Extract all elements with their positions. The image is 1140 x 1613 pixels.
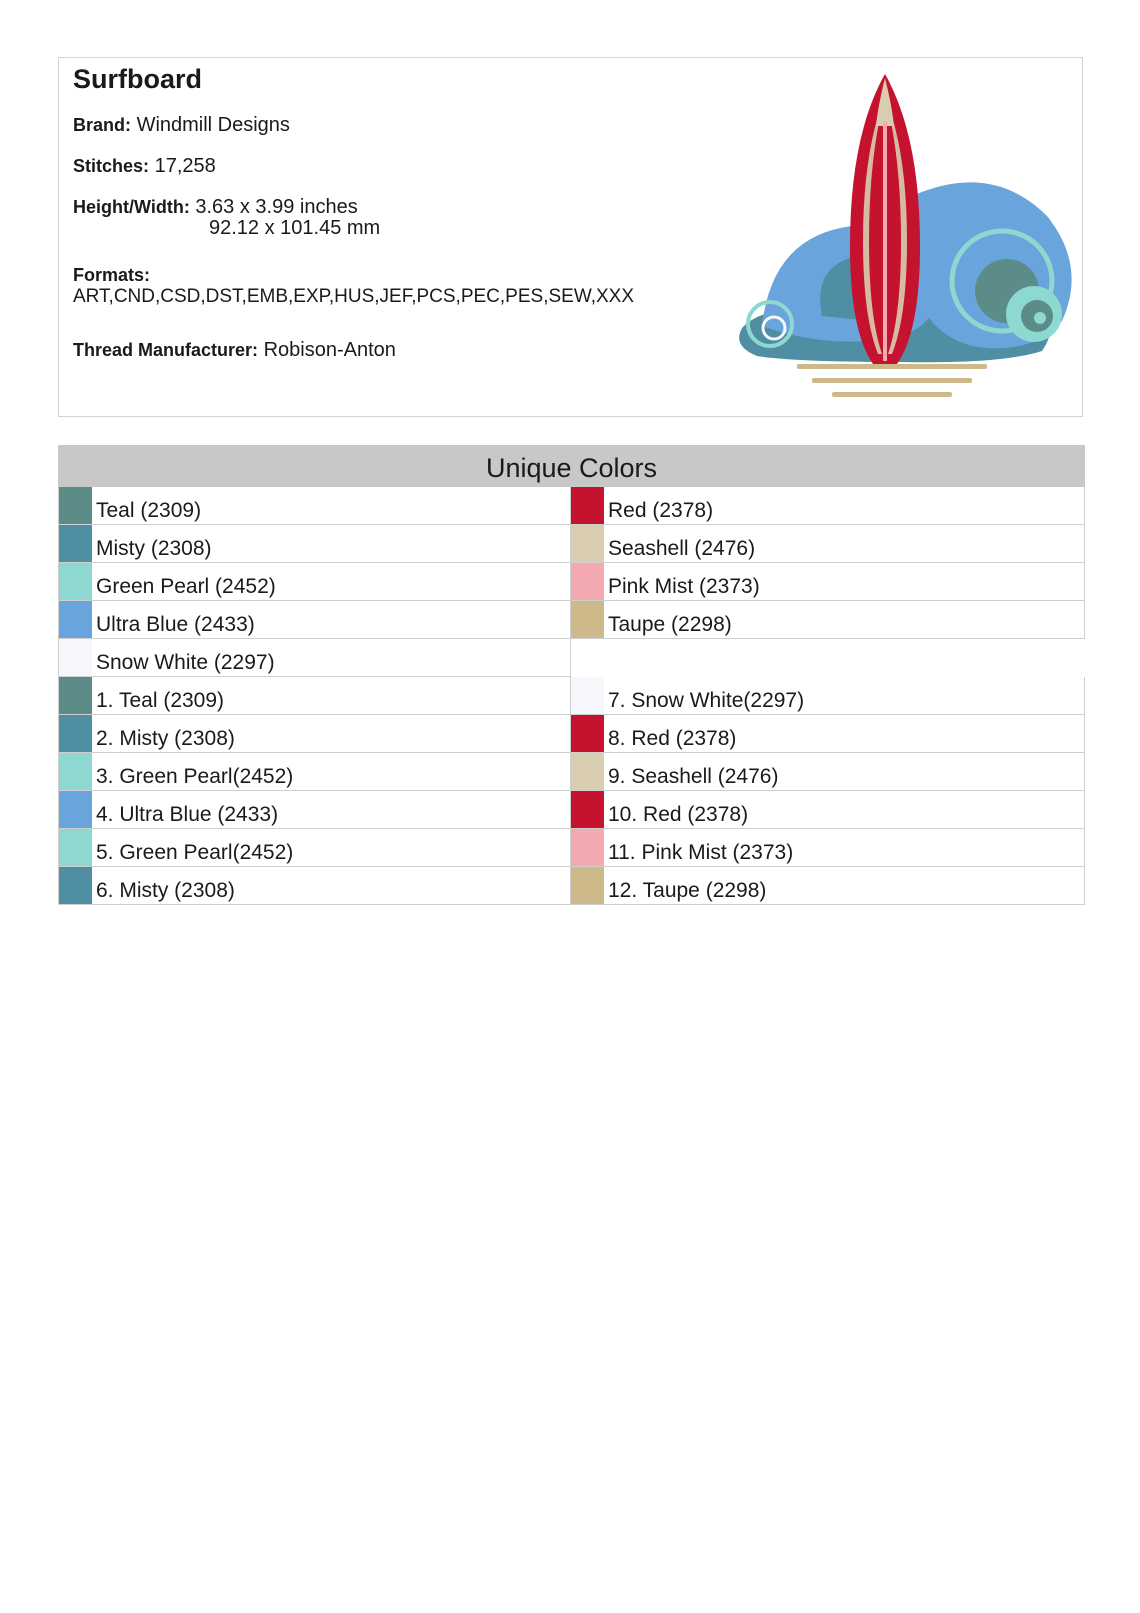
color-swatch (571, 677, 604, 714)
thread-value: Robison-Anton (263, 339, 396, 361)
color-swatch (59, 867, 92, 904)
formats-block (73, 265, 673, 307)
color-label: Misty (2308) (96, 537, 212, 560)
color-entry (571, 791, 1085, 829)
color-label: 4. Ultra Blue (2433) (96, 803, 279, 826)
color-label: 8. Red (2378) (608, 727, 737, 750)
formats-label: Formats: (73, 265, 151, 285)
color-entry (571, 525, 1085, 563)
color-label: 5. Green Pearl(2452) (96, 841, 294, 864)
color-entry (571, 601, 1085, 639)
color-label: 6. Misty (2308) (96, 879, 235, 902)
stitches-line (73, 155, 216, 178)
color-label: 12. Taupe (2298) (608, 879, 767, 902)
color-label: 3. Green Pearl(2452) (96, 765, 294, 788)
color-label: 9. Seashell (2476) (608, 765, 779, 788)
color-entry (58, 487, 571, 525)
color-entry (58, 639, 571, 677)
color-swatch (59, 563, 92, 600)
color-entry (58, 791, 571, 829)
color-label: Pink Mist (2373) (608, 575, 760, 598)
size-line (73, 196, 358, 219)
color-swatch (571, 563, 604, 600)
stitches-label: Stitches: (73, 156, 150, 176)
color-swatch (59, 601, 92, 638)
color-swatch (571, 487, 604, 524)
color-entry (571, 487, 1085, 525)
color-label: Ultra Blue (2433) (96, 613, 255, 636)
color-swatch (571, 525, 604, 562)
brand-value: Windmill Designs (136, 114, 290, 136)
size-label: Height/Width: (73, 197, 190, 217)
color-label: 10. Red (2378) (608, 803, 749, 826)
color-swatch (571, 601, 604, 638)
color-label: 11. Pink Mist (2373) (608, 841, 794, 864)
color-entry (58, 715, 571, 753)
color-swatch (59, 753, 92, 790)
color-label: Snow White (2297) (96, 651, 275, 674)
color-label: 7. Snow White(2297) (608, 689, 805, 712)
color-swatch (59, 715, 92, 752)
color-label: Green Pearl (2452) (96, 575, 276, 598)
color-swatch (59, 829, 92, 866)
color-entry (58, 753, 571, 791)
unique-colors-header: Unique Colors (58, 445, 1085, 487)
color-entry (571, 753, 1085, 791)
color-swatch (59, 525, 92, 562)
color-swatch (59, 677, 92, 714)
brand-line (73, 114, 290, 137)
color-label: Taupe (2298) (608, 613, 732, 636)
color-entry (58, 829, 571, 867)
color-swatch (571, 867, 604, 904)
brand-label: Brand: (73, 115, 131, 135)
thread-line (73, 339, 396, 362)
color-entry (58, 677, 571, 715)
color-entry (571, 677, 1085, 715)
color-swatch (571, 715, 604, 752)
color-label: 1. Teal (2309) (96, 689, 225, 712)
color-label: Teal (2309) (96, 499, 202, 522)
surfboard-design-image (702, 66, 1082, 411)
unique-colors-table (58, 445, 1085, 905)
color-swatch (571, 753, 604, 790)
color-label: Red (2378) (608, 499, 714, 522)
color-label: Seashell (2476) (608, 537, 756, 560)
color-swatch (59, 791, 92, 828)
color-swatch (59, 487, 92, 524)
design-title: Surfboard (73, 64, 203, 94)
color-swatch (571, 829, 604, 866)
formats-value: ART,CND,CSD,DST,EMB,EXP,HUS,JEF,PCS,PEC,PES,SEW,XXX (73, 286, 635, 307)
color-entry (571, 867, 1085, 905)
size-mm: 92.12 x 101.45 mm (209, 217, 381, 239)
color-entry (571, 563, 1085, 601)
color-entry (58, 563, 571, 601)
size-inches: 3.63 x 3.99 inches (195, 196, 358, 218)
color-swatch (59, 639, 92, 676)
color-label: 2. Misty (2308) (96, 727, 235, 750)
color-entry (58, 525, 571, 563)
design-info-panel (58, 57, 1083, 417)
color-entry (58, 867, 571, 905)
thread-label: Thread Manufacturer: (73, 340, 259, 360)
color-entry (571, 829, 1085, 867)
color-cell-empty (571, 639, 1085, 677)
color-entry (571, 715, 1085, 753)
stitches-value: 17,258 (154, 155, 216, 177)
color-entry (58, 601, 571, 639)
color-grid (58, 487, 1085, 905)
color-swatch (571, 791, 604, 828)
